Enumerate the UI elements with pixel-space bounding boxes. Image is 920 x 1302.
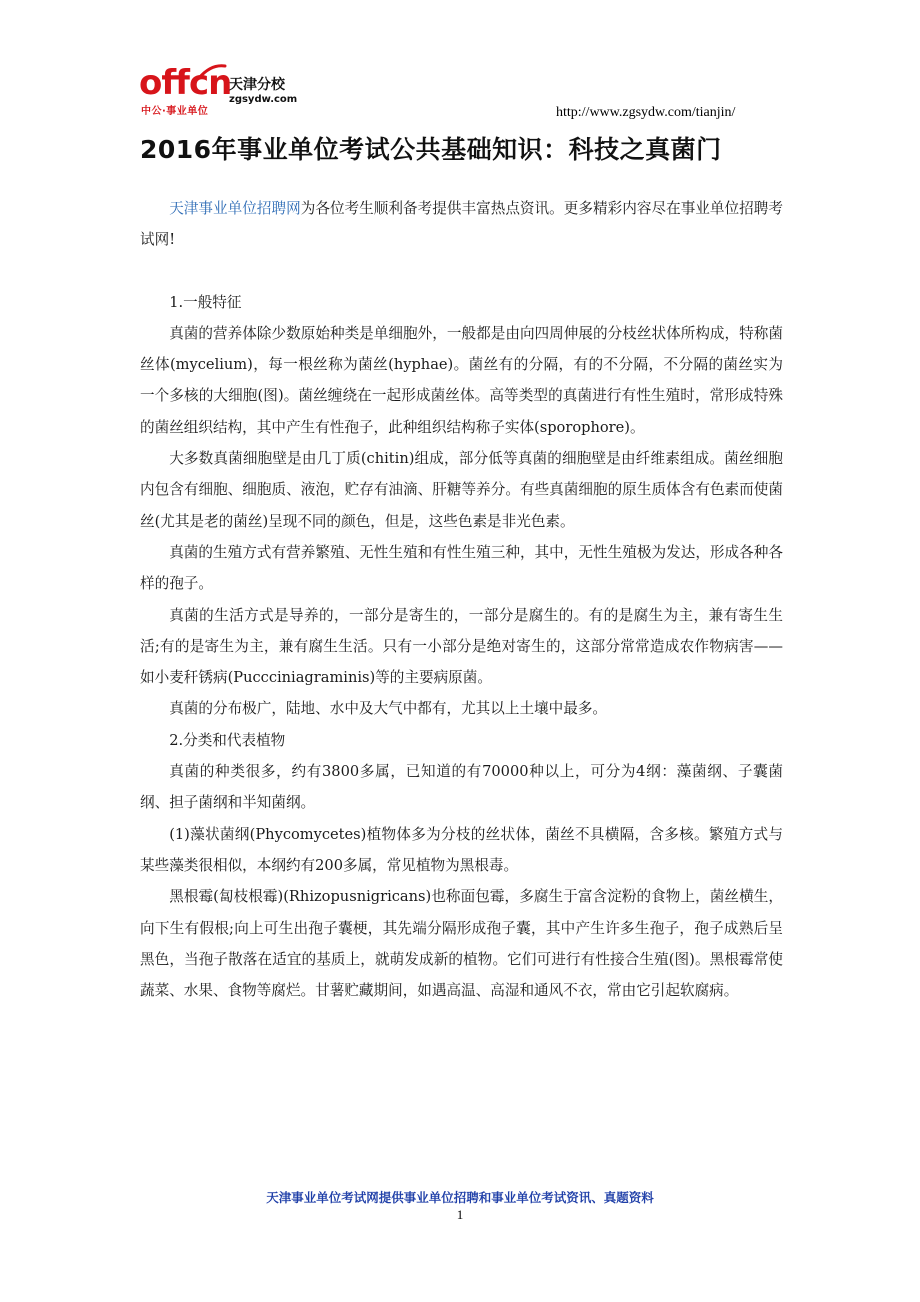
article-body	[140, 193, 783, 1006]
body-paragraph: 真菌的生殖方式有营养繁殖、无性生殖和有性生殖三种，其中，无性生殖极为发达，形成各种各样的孢子。	[140, 543, 783, 593]
logo-swoosh-icon	[197, 62, 227, 82]
logo-domain: zgsydw.com	[229, 94, 298, 105]
header-url[interactable]: http://www.zgsydw.com/tianjin/	[556, 105, 736, 120]
offcn-logo	[137, 62, 307, 122]
body-paragraph: 真菌的生活方式是导养的，一部分是寄生的，一部分是腐生的。有的是腐生为主，兼有寄生生活;有的是寄生为主，兼有腐生生活。只有一小部分是绝对寄生的，这部分常常造成农作物病害——如小麦秆锈病(Puccciniagraminis)等的主要病原菌。	[140, 606, 783, 687]
body-paragraph: 大多数真菌细胞壁是由几丁质(chitin)组成，部分低等真菌的细胞壁是由纤维素组成。菌丝细胞内包含有细胞、细胞质、液泡，贮存有油滴、肝糖等养分。有些真菌细胞的原生质体含有色素而使菌丝(尤其是老的菌丝)呈现不同的颜色，但是，这些色素是非光色素。	[140, 450, 783, 530]
footer-text: 天津事业单位考试网提供事业单位招聘和事业单位考试资讯、真题资料	[266, 1190, 654, 1205]
page-number: 1	[456, 1207, 464, 1222]
section-heading: 1.一般特征	[169, 293, 242, 311]
page-title: 2016年事业单位考试公共基础知识：科技之真菌门	[140, 135, 722, 164]
logo-subtitle: 中公·事业单位	[141, 106, 209, 117]
site-link[interactable]: 天津事业单位招聘网	[169, 200, 301, 217]
section-heading: 2.分类和代表植物	[169, 731, 286, 749]
body-paragraph: 真菌的分布极广，陆地、水中及大气中都有，尤其以上土壤中最多。	[169, 700, 608, 718]
body-paragraph: 真菌的营养体除少数原始种类是单细胞外，一般都是由向四周伸展的分枝丝状体所构成，特称菌丝体(mycelium)，每一根丝称为菌丝(hyphae)。菌丝有的分隔，有的不分隔，不分隔的菌丝实为一个多核的大细胞(图)。菌丝缠绕在一起形成菌丝体。高等类型的真菌进行有性生殖时，常形成特殊的菌丝组织结构，其中产生有性孢子，此种组织结构称子实体(sporophore)。	[140, 324, 783, 436]
intro-text: 为各位考生顺利备考提供丰富热点资讯。更多精彩内容尽在事业单位招聘考试网!	[140, 200, 783, 249]
body-paragraph: (1)藻状菌纲(Phycomycetes)植物体多为分枝的丝状体，菌丝不具横隔，含多核。繁殖方式与某些藻类很相似，本纲约有200多属，常见植物为黑根毒。	[140, 825, 783, 874]
intro-paragraph	[140, 193, 783, 256]
body-paragraph: 真菌的种类很多，约有3800多属，已知道的有70000种以上，可分为4纲：藻菌纲、子囊菌纲、担子菌纲和半知菌纲。	[140, 763, 783, 812]
logo-branch: 天津分校	[229, 77, 285, 93]
body-paragraph: 黑根霉(匐枝根霉)(Rhizopusnigricans)也称面包霉，多腐生于富含淀粉的食物上，菌丝横生，向下生有假根;向上可生出孢子囊梗，其先端分隔形成孢子囊，其中产生许多生孢子，孢子成熟后呈黑色，当孢子散落在适宜的基质上，就萌发成新的植物。它们可进行有性接合生殖(图)。黑根霉常使蔬菜、水果、食物等腐烂。甘薯贮藏期间，如遇高温、高湿和通风不衣，常由它引起软腐病。	[140, 888, 783, 1000]
logo-brand-text: offcn	[139, 63, 232, 103]
